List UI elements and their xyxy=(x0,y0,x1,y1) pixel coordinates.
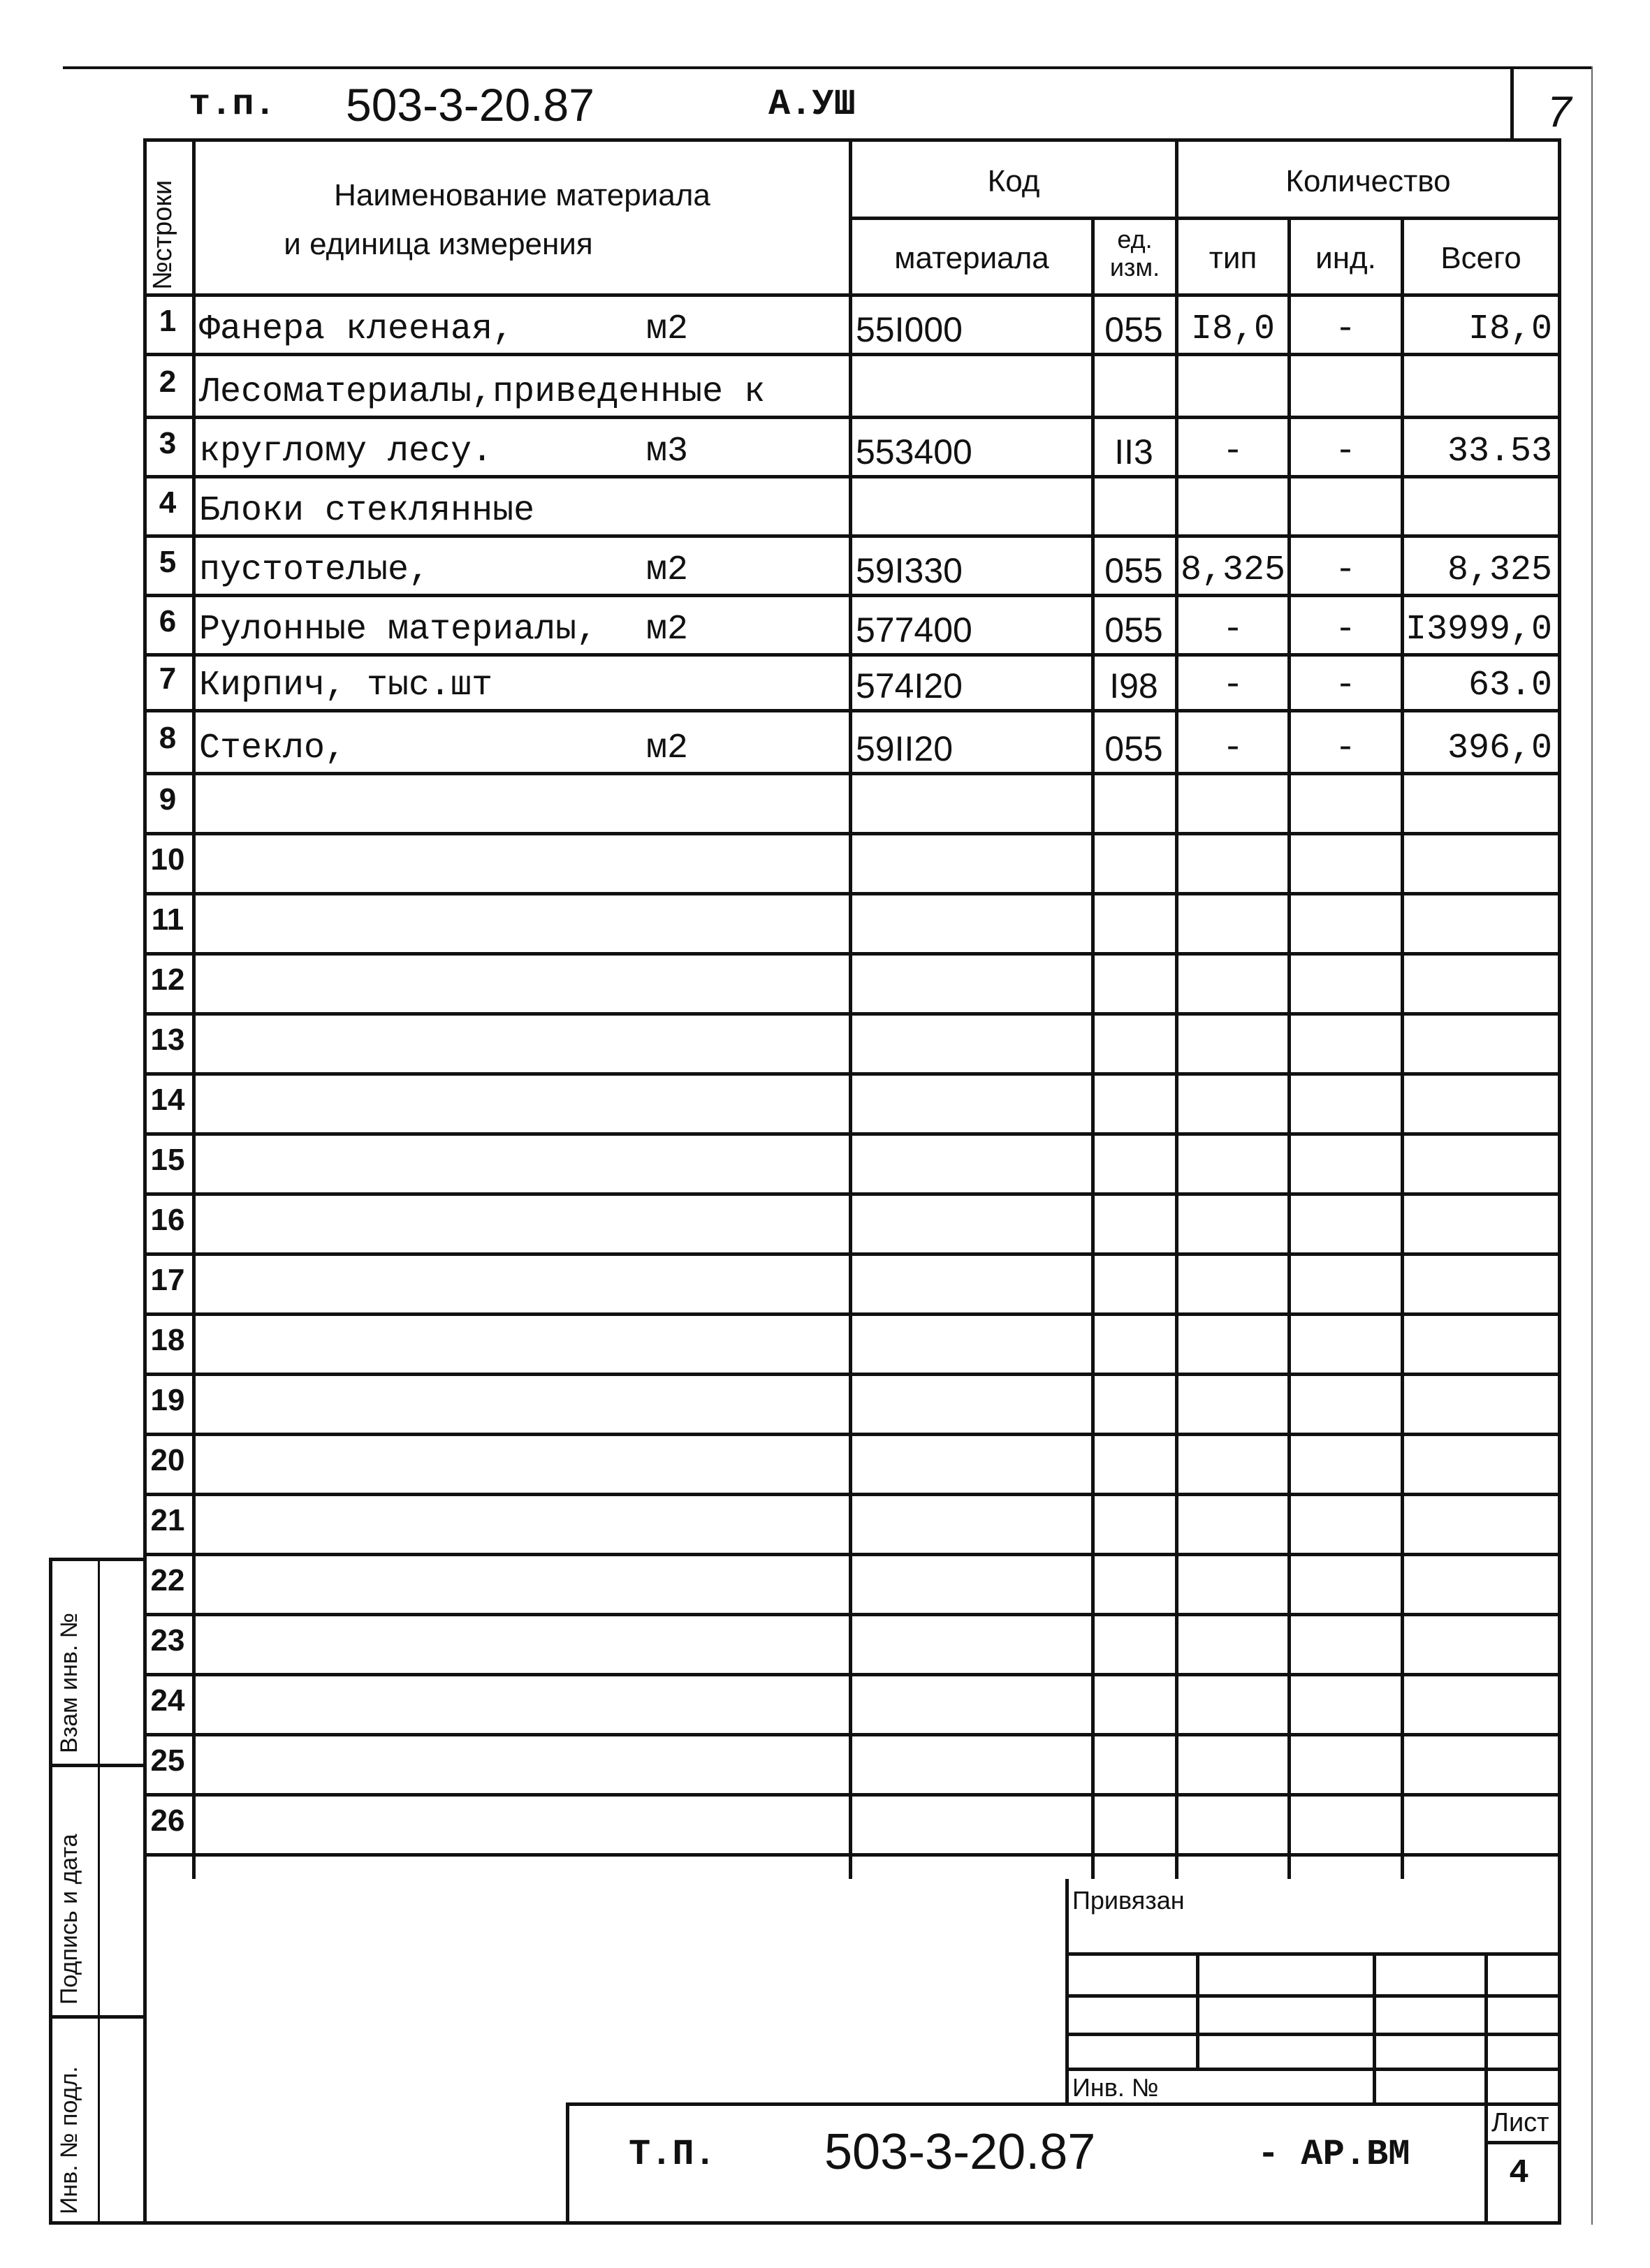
sheet-number: 4 xyxy=(1509,2155,1529,2193)
header-album: А.УШ xyxy=(768,84,856,125)
table-bottom-line xyxy=(143,2221,1561,2225)
unit-code: II3 xyxy=(1114,432,1153,471)
quantity-total: 396,0 xyxy=(1447,729,1552,768)
quantity-type: - xyxy=(1222,432,1243,471)
row-divider xyxy=(143,1312,1561,1316)
quantity-total: 63.0 xyxy=(1468,666,1552,705)
material-name: Рулонные материалы, xyxy=(199,610,598,650)
quantity-ind: - xyxy=(1334,309,1356,349)
name-header-line2: и единица измерения xyxy=(284,227,593,261)
unit-header-line1: ед. xyxy=(1117,225,1153,254)
unit-header-line2: изм. xyxy=(1109,253,1160,281)
row-divider xyxy=(143,1192,1561,1196)
header-mid-line xyxy=(849,217,1558,220)
inv-podl-label: Инв. № подл. xyxy=(56,2066,82,2214)
header-prefix: т.п. xyxy=(189,84,276,125)
quantity-type: - xyxy=(1222,729,1243,768)
title-prefix: Т.П. xyxy=(629,2134,716,2175)
row-divider xyxy=(143,1072,1561,1076)
material-unit: м2 xyxy=(646,610,689,650)
row-number: 7 xyxy=(159,661,177,696)
top-border xyxy=(63,66,1593,69)
row-number-header: №строки xyxy=(148,180,177,290)
podpis-data-label: Подпись и дата xyxy=(56,1834,82,2005)
row-number: 20 xyxy=(150,1443,185,1477)
row-number: 25 xyxy=(150,1743,185,1778)
material-name: пустотелые, xyxy=(199,550,430,590)
row-divider xyxy=(143,1793,1561,1797)
col-line-name xyxy=(849,138,852,1879)
row-divider xyxy=(143,534,1561,538)
ind-header: инд. xyxy=(1315,241,1376,275)
row-number: 26 xyxy=(150,1804,185,1838)
material-code: 59II20 xyxy=(856,729,954,768)
row-number: 3 xyxy=(159,425,177,460)
material-name: Фанера клееная, xyxy=(199,309,514,349)
row-number: 14 xyxy=(150,1083,185,1117)
row-divider xyxy=(143,1553,1561,1556)
row-number: 11 xyxy=(151,902,184,937)
material-name: Блоки стеклянные xyxy=(199,491,535,531)
row-divider xyxy=(143,832,1561,835)
total-header: Всего xyxy=(1440,241,1521,275)
material-code: 577400 xyxy=(856,610,972,650)
row-divider xyxy=(143,952,1561,956)
row-number: 24 xyxy=(150,1683,185,1718)
material-unit: м2 xyxy=(646,550,689,590)
row-divider xyxy=(143,1252,1561,1256)
quantity-total: I3999,0 xyxy=(1405,610,1552,650)
side-strip-mid xyxy=(98,1558,100,2225)
row-number: 2 xyxy=(159,365,177,399)
quantity-ind: - xyxy=(1334,666,1356,705)
quantity-total: 8,325 xyxy=(1447,550,1552,590)
quantity-ind: - xyxy=(1334,610,1356,650)
row-number: 8 xyxy=(159,721,177,755)
title-project-number: 503-3-20.87 xyxy=(824,2124,1096,2180)
col-line-unit xyxy=(1175,138,1178,1879)
header-bottom-line xyxy=(143,293,1561,297)
material-name: Лесоматериалы,приведенные к xyxy=(199,372,766,412)
material-code: 55I000 xyxy=(856,310,963,349)
privyazan-label: Привязан xyxy=(1072,1886,1185,1915)
type-header: тип xyxy=(1209,241,1257,275)
row-divider xyxy=(143,709,1561,712)
quantity-type: I8,0 xyxy=(1190,309,1276,349)
row-number: 10 xyxy=(150,842,185,877)
row-number: 19 xyxy=(150,1383,185,1417)
row-divider xyxy=(143,772,1561,775)
stamp-vline-2 xyxy=(1373,1952,1376,2102)
inv-number-label: Инв. № xyxy=(1072,2073,1159,2102)
material-code-header: материала xyxy=(894,241,1049,275)
unit-code: I98 xyxy=(1109,666,1158,705)
title-block-top xyxy=(566,2102,1558,2106)
quantity-total: I8,0 xyxy=(1468,309,1552,349)
stamp-vline-1 xyxy=(1196,1952,1199,2068)
row-number: 12 xyxy=(150,963,185,997)
unit-code: 055 xyxy=(1104,610,1163,650)
row-divider xyxy=(143,1733,1561,1736)
quantity-type: - xyxy=(1222,610,1243,650)
material-code: 553400 xyxy=(856,432,972,471)
row-divider xyxy=(143,892,1561,895)
row-number: 16 xyxy=(150,1203,185,1237)
header-project-number: 503-3-20.87 xyxy=(346,79,594,131)
row-number: 5 xyxy=(159,544,177,579)
row-divider xyxy=(143,1673,1561,1676)
title-block-left xyxy=(566,2102,569,2225)
row-number: 21 xyxy=(150,1503,185,1537)
row-divider xyxy=(143,475,1561,478)
row-number: 18 xyxy=(150,1323,185,1357)
page-number: 7 xyxy=(1547,88,1572,136)
quantity-ind: - xyxy=(1334,432,1356,471)
row-number: 9 xyxy=(159,782,177,817)
row-number: 1 xyxy=(159,303,177,338)
row-divider xyxy=(143,1613,1561,1616)
unit-code: 055 xyxy=(1104,729,1163,768)
stamp-vline-3 xyxy=(1484,1952,1488,2225)
side-strip-left xyxy=(49,1558,52,2225)
col-line-type xyxy=(1287,217,1291,1879)
row-divider xyxy=(143,1493,1561,1496)
sheet-label: Лист xyxy=(1491,2108,1549,2137)
row-divider xyxy=(143,594,1561,597)
row-number: 6 xyxy=(159,603,177,638)
row-divider xyxy=(143,1853,1561,1857)
quantity-ind: - xyxy=(1334,550,1356,590)
row-number: 4 xyxy=(159,485,177,520)
material-unit: м2 xyxy=(646,309,689,349)
material-unit: м2 xyxy=(646,729,689,768)
material-name: Стекло, xyxy=(199,729,346,768)
material-name: Кирпич, тыс.шт xyxy=(199,666,493,705)
quantity-group-header: Количество xyxy=(1285,164,1451,198)
table-right-line xyxy=(1558,138,1561,2225)
quantity-type: 8,325 xyxy=(1181,550,1286,590)
material-unit: м3 xyxy=(646,432,689,471)
right-page-border xyxy=(1591,66,1593,2225)
col-line-rownum xyxy=(192,138,196,1879)
row-divider xyxy=(143,1132,1561,1136)
row-divider xyxy=(143,1373,1561,1376)
table-top-line xyxy=(143,138,1561,142)
row-divider xyxy=(143,1433,1561,1436)
sheet-label-line xyxy=(1484,2141,1558,2144)
row-divider xyxy=(143,653,1561,657)
material-code: 574I20 xyxy=(856,666,963,705)
row-number: 15 xyxy=(150,1143,185,1177)
row-divider xyxy=(143,416,1561,419)
row-number: 13 xyxy=(150,1023,185,1057)
row-divider xyxy=(143,1012,1561,1016)
code-group-header: Код xyxy=(987,164,1040,198)
row-number: 22 xyxy=(150,1563,185,1597)
name-header-line1: Наименование материала xyxy=(334,178,710,212)
title-code: - АР.ВМ xyxy=(1257,2134,1410,2175)
material-code: 59I330 xyxy=(856,551,963,590)
unit-code: 055 xyxy=(1104,551,1163,590)
quantity-total: 33.53 xyxy=(1447,432,1552,471)
row-divider xyxy=(143,353,1561,356)
row-number: 23 xyxy=(150,1623,185,1658)
page-number-divider xyxy=(1510,66,1514,140)
unit-code: 055 xyxy=(1104,310,1163,349)
material-name: круглому лесу. xyxy=(199,432,493,471)
quantity-ind: - xyxy=(1334,729,1356,768)
quantity-type: - xyxy=(1222,666,1243,705)
vzam-inv-label: Взам инв. № xyxy=(56,1612,82,1753)
row-number: 17 xyxy=(150,1263,185,1297)
